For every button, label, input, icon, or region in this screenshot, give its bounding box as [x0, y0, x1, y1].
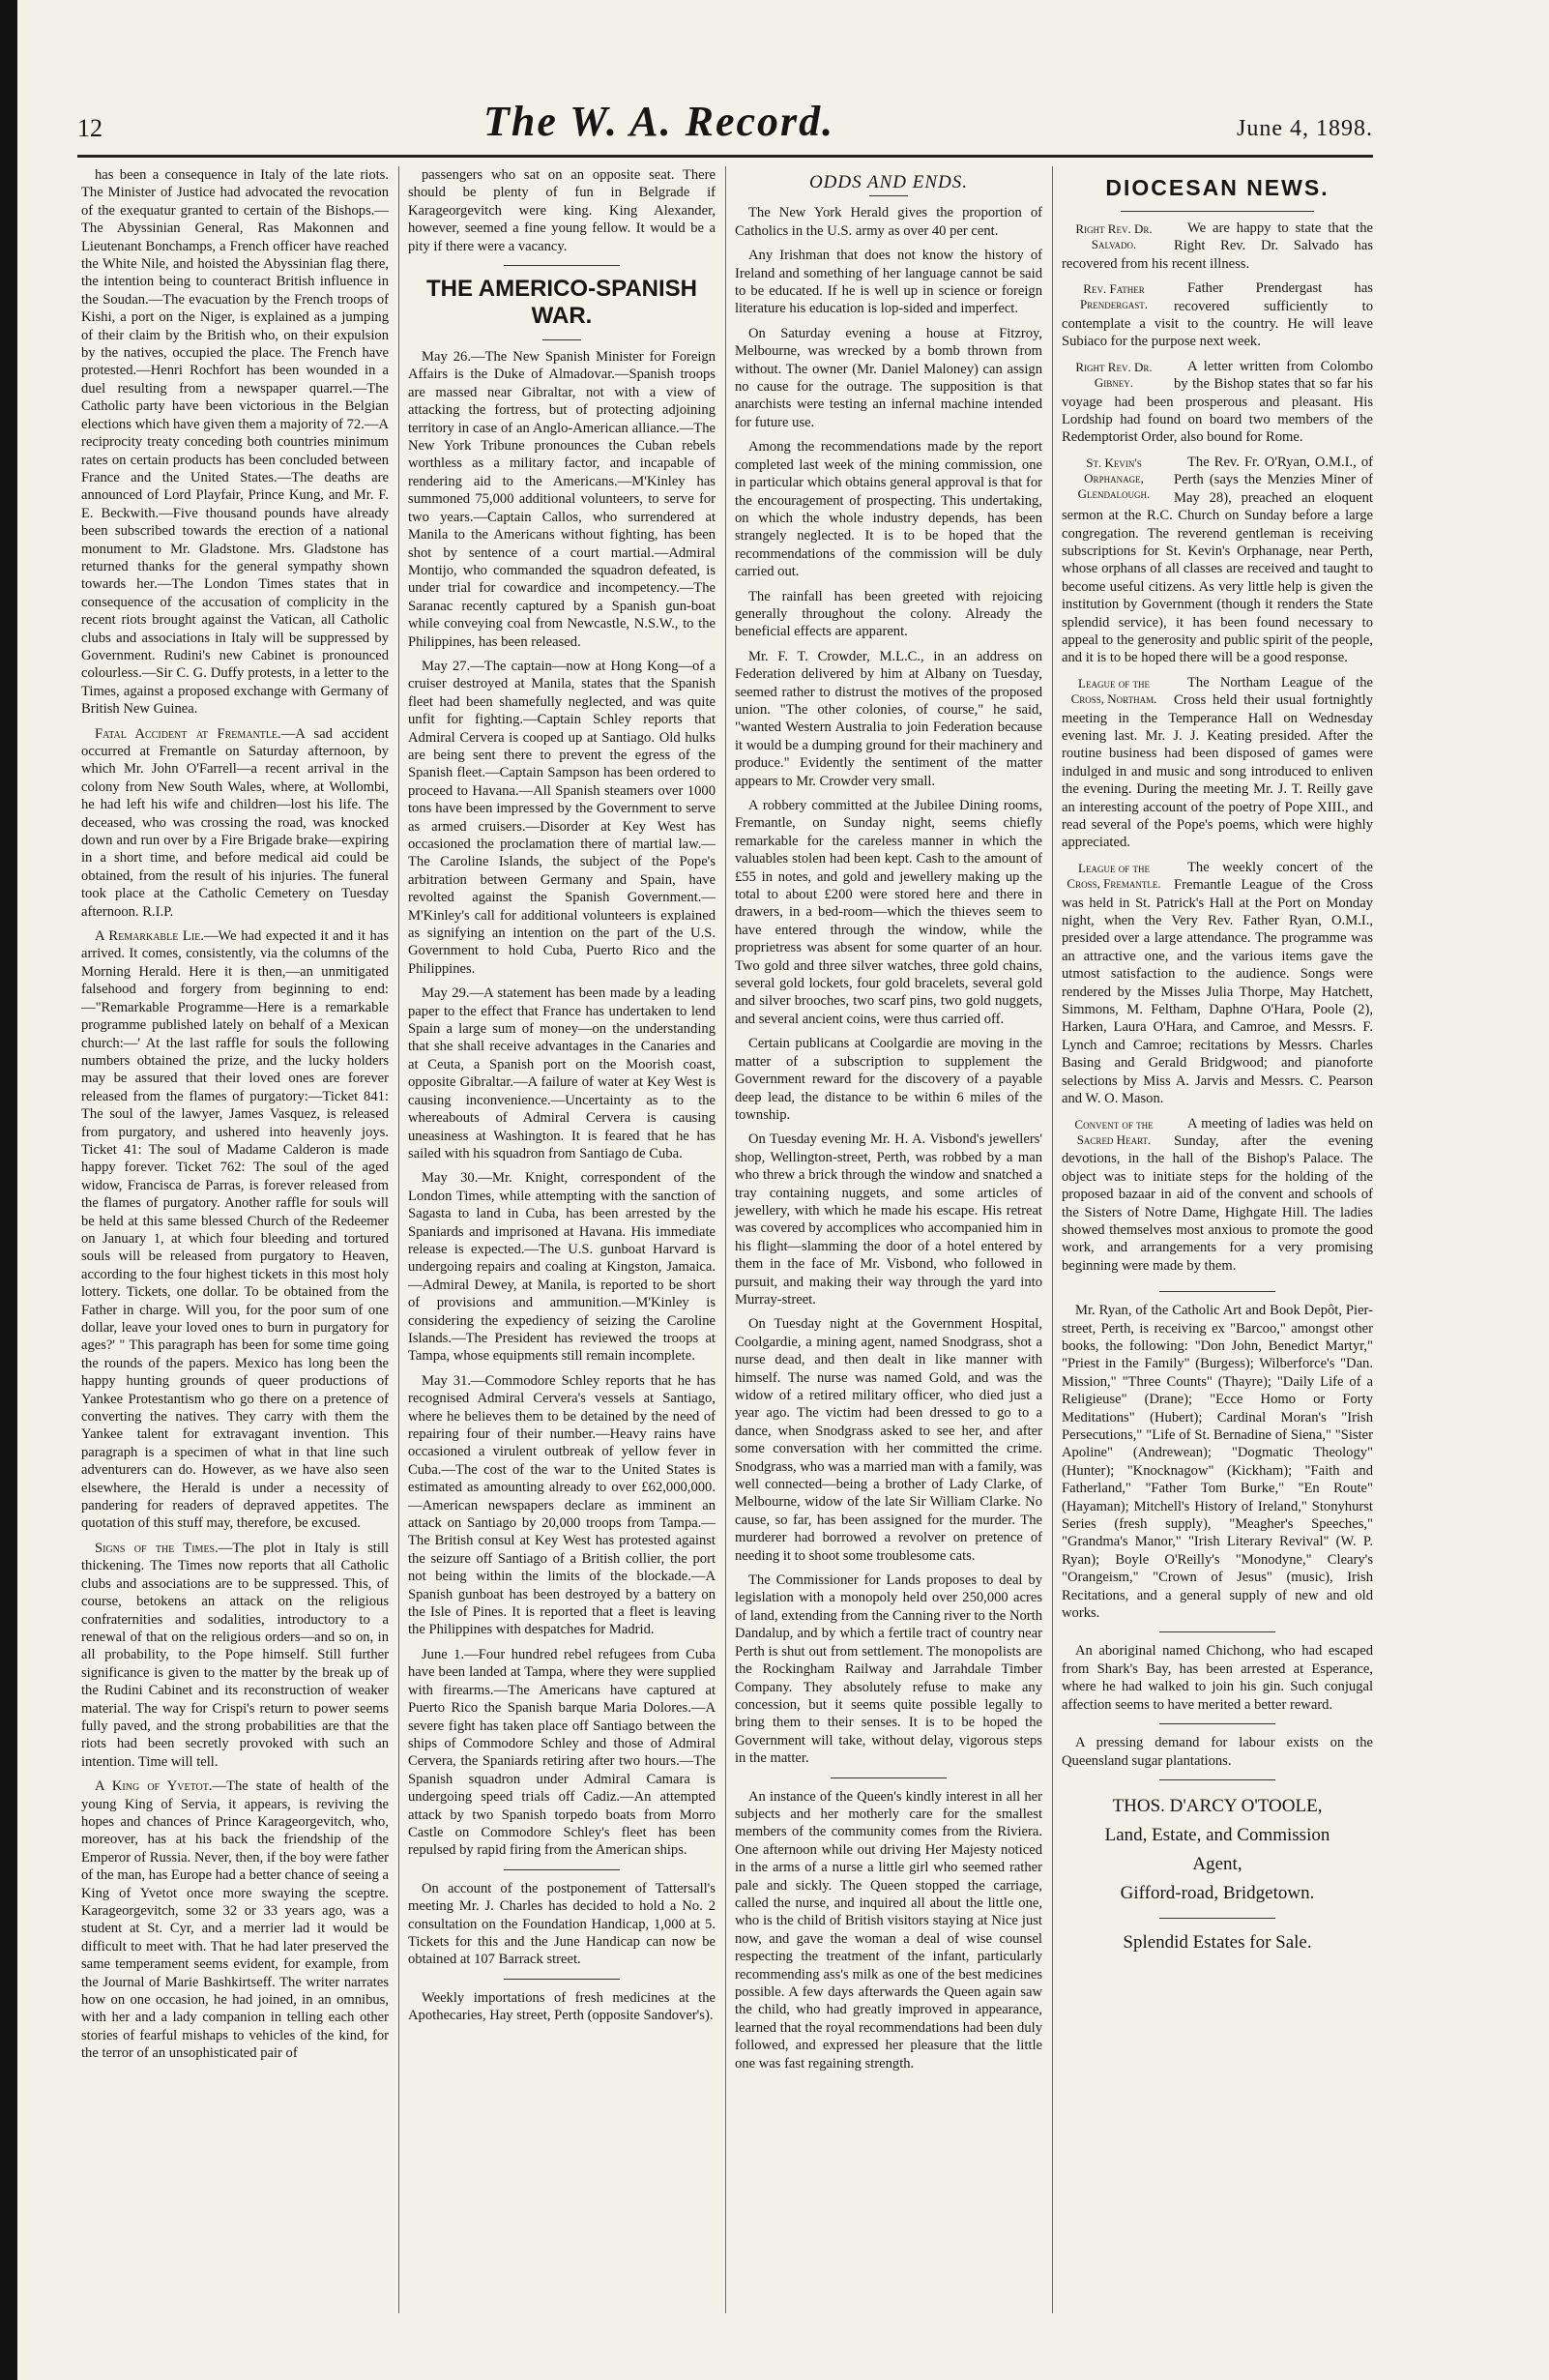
section-heading: DIOCESAN NEWS. [1105, 175, 1330, 200]
paragraph: May 26.—The New Spanish Minister for Foreign Affairs is the Duke of Almadovar.—Spanish troops are massed near Gibraltar, not with a view of attacking the fortress, but of protecting adjoining territory in case of an Anglo-American alliance.—The New York Tribune pronounces the Cuban rebels worthless as a military factor, and incapable of rendering aid to the Americans.—M'Kinley has summoned 75,000 additional volunteers, to serve for two years.—Captain Callos, who surrendered at Manila to the Americans without fighting, has been shot by sentence of a court martial.—Admiral Montijo, who commanded the squadron defeated, is under trial for cowardice and incompetency.—The Saranac recently captured by a Spanish gun-boat while conveying coal from Newcastle, N.S.W., to the Philippines, has been released. [408, 349, 716, 650]
paragraph-body: —A sad accident occurred at Fremantle on Saturday afternoon, by which Mr. John O'Farrell—a recent arrival in the colony from New South Wales, where, at Wollombi, he had left his wife and children—lost his life. The deceased, who was crossing the road, was knocked down and run over by a Fire Brigade brake—expiring in a short time, and before medical aid could be obtained, from the result of his injuries. The funeral took place at the Catholic Cemetery on Tuesday afternoon. R.I.P. [81, 725, 389, 920]
news-item-body: The Northam League of the Cross held their usual fortnightly meeting in the Temperance Hall on Wednesday evening last. Mr. J. J. Keating presided. After the routine business had been disposed of games were indulged in and music and song introduced to enliven the evening. During the meeting Mr. J. T. Reilly gave an interesting account of the poetry of Pope XIII., and read several of the Pope's poems, which were highly appreciated. [1062, 674, 1373, 851]
paragraph: On account of the postponement of Tattersall's meeting Mr. J. Charles has decided to hold a No. 2 consultation on the Foundation Handicap, 1,000 at 5. Tickets for this and the June Handicap can now be obtained at 107 Barrack street. [408, 1880, 716, 1968]
paragraph [81, 725, 389, 921]
separator-rule [1159, 1291, 1275, 1292]
column-2 [408, 166, 716, 2032]
header-rule [77, 155, 1373, 158]
paragraph: May 29.—A statement has been made by a leading paper to the effect that France has undertaken to lend Spain a large sum of money—on the understanding that she shall receive advantages in the Canaries and at Ceuta, a Spanish port on the Moorish coast, opposite Gibraltar.—A failure of water at Key West is causing inconvenience.—Uncertainty as to the whereabouts of Admiral Cervera is causing uneasiness at Washington. It is feared that he has sailed with his squadron from Santiago de Cuba. [408, 985, 716, 1161]
advert-line: Agent, [1192, 1853, 1242, 1874]
paragraph: A robbery committed at the Jubilee Dining rooms, Fremantle, on Sunday night, seems chiefly remarkable for the careless manner in which the valuables stolen had been kept. Cash to the amount of £55 in notes, and gold and jewellery making up the total to about £200 were stored here and there in drawers, in a bed-room—which the thieves seem to have entered through the window, while the proprietress was absent for some quarter of an hour. Two gold and three silver watches, three gold chains, several gold lockets, four gold bracelets, several gold and silver brooches, two scarf pins, two gold nuggets, and several ancient coins, were thus carried off. [735, 798, 1042, 1027]
paragraph [81, 1778, 389, 2063]
paragraph-lead: Signs of the Times. [95, 1540, 219, 1556]
news-item-body: A letter written from Colombo by the Bishop states that so far his voyage had been prosperous and pleasant. His Lordship had found on board two members of the Redemptorist Order, also bound for Rome. [1062, 358, 1373, 446]
news-item [1062, 220, 1373, 273]
paragraph [81, 1540, 389, 1771]
paragraph: The Commissioner for Lands proposes to deal by legislation with a monopoly held over 250,000 acres of land, extending from the Canning river to the North Dandalup, and by which a fertile tract of country near Perth is shut out from settlement. The monopolists are the Rockingham Railway and Jarrahdale Timber Company. They absolutely refuse to make any concession, but it seems quite possible legally to bring them to their senses. It is to be hoped the Government will take, without delay, vigorous steps in the matter. [735, 1572, 1042, 1767]
news-item-body: The weekly concert of the Fremantle League of the Cross was held in St. Patrick's Hall at the Port on Monday night, when the Very Rev. Father Ryan, O.M.I., presided over a large attendance. The programme was an attractive one, and the various items gave the utmost satisfaction to the audience. Songs were rendered by the Misses Julia Thorpe, May Hatchett, Simmons, M. Feltham, Daphne O'Hara, Poole (2), Harken, Laura O'Hara, and Camroe, and Messrs. F. Lynch and Camroe; recitations by Messrs. Charles Basing and Gerald Bridgwood; and pianoforte selections by Miss A. Jarvis and Messrs. C. Pearson and W. O. Mason. [1062, 859, 1373, 1107]
news-item [1062, 674, 1373, 852]
news-item-body: Father Prendergast has recovered sufficiently to contemplate a visit to the country. He will leave Subiaco for the purpose next week. [1062, 280, 1373, 350]
separator-rule [1159, 1631, 1275, 1632]
paragraph: Mr. Ryan, of the Catholic Art and Book Depôt, Pier-street, Perth, is receiving ex "Barcoo," amongst other books, the following: "Don John, Benedict Martyr," "Priest in the Family" (Burgess); Wilberforce's "Dan. Mission," "Three Counts" (Thayre); "Daily Life of a Religieuse" (Drane); "Ecce Homo or Forty Meditations" (Hubert); Cardinal Moran's "Irish Persecutions," "Life of St. Bernadine of Siena," "Sister Apoline" (Andrewean); "Dogmatic Theology" (Hunter); "Knocknagow" (Kickham); "Faith and Fatherland," "Father Tom Burke," "En Route" (Hayaman); Mitchell's History of Ireland," Stonyhurst Series (fresh supply), "Meagher's Speeches," "Grandma's Manor," "Irish Literary Revival" (W. P. Ryan); Boyle O'Reilly's "Monodyne," Cleary's "Orangeism," "Crown of Jesus" (music), Irish Recitations, and a general supply of new and old works. [1062, 1303, 1373, 1622]
paragraph-lead: Fatal Accident at Fremantle. [95, 725, 281, 742]
heading-rule [869, 195, 908, 196]
paragraph: The rainfall has been greeted with rejoicing generally throughout the colony. Already the beneficial effects are apparent. [735, 588, 1042, 640]
side-heading: St. Kevin's Orphanage, Glendalough. [1077, 455, 1151, 501]
paragraph: Among the recommendations made by the report completed last week of the mining commission, one in particular which obtains general approval is that for the encouragement of prospecting. This undertaking, on which the whole industry depends, has been strangely neglected. It is to be hoped that the recommendations of the commission will be duly carried out. [735, 439, 1042, 580]
section-heading: THE AMERICO-SPANISH WAR. [425, 276, 697, 330]
news-item [1062, 454, 1373, 667]
news-item [1062, 279, 1373, 351]
separator-rule [1159, 1779, 1275, 1780]
news-item-body: The Rev. Fr. O'Ryan, O.M.I., of Perth (says the Menzies Miner of May 28), preached an eloquent sermon at the R.C. Church on Sunday before a large congregation. The reverend gentleman is receiving subscriptions for St. Kevin's Orphanage, near Perth, whose orphans of all classes are received and taught to become useful citizens. As very little help is given the institution by Government (though it renders the State splendid service), it has been found necessary to appeal to the generosity and public spirit of the people, and it is to be hoped there will be a good response. [1062, 454, 1373, 666]
advert-address: Gifford-road, Bridgetown. [1120, 1882, 1315, 1903]
side-heading: Right Rev. Dr. Gibney. [1075, 359, 1153, 390]
column-divider [398, 166, 399, 2313]
side-heading: Right Rev. Dr. Salvado. [1075, 221, 1153, 251]
paragraph: June 1.—Four hundred rebel refugees from Cuba have been landed at Tampa, where they were supplied with firearms.—The Americans have captured at Puerto Rico the Spanish barque Maria Dolores.—A severe fight has taken place off Santiago between the ships of Commodore Schley and those of Admiral Cervera, the Spaniards retiring after two hours.—The Spanish squadron under Admiral Camara is undergoing speed trials off Cadiz.—An attempted attack by two Spanish torpedo boats from Morro Castle on Commodore Schley's fleet has been repulsed by rapid firing from the American ships. [408, 1646, 716, 1859]
paragraph: An aboriginal named Chichong, who had escaped from Shark's Bay, has been arrested at Esperance, where he had walked to join his gin. Such conjugal affection seems to have merited a better reward. [1062, 1643, 1373, 1713]
column-1 [81, 166, 389, 2070]
separator-rule [504, 1979, 620, 1980]
masthead: The W. A. Record. [483, 98, 835, 145]
paragraph: May 27.—The captain—now at Hong Kong—of a cruiser destroyed at Manila, states that the Spanish fleet had been shamefully neglected, and was quite unfit for fighting.—Captain Schley reports that Admiral Cervera is cooped up at Santiago. Old hulks are being sent there to prevent the egress of the Spanish fleet.—Captain Sampson has been ordered to proceed to Havana.—All Spanish steamers over 1000 tons have been impressed by the Government to serve as armed cruisers.—Disorder at Key West has occasioned the proclamation there of martial law.—The Caroline Islands, the subject of the Pope's arbitration between Germany and Spain, have revolted against the Spanish Government.—M'Kinley's call for additional volunteers is explained as signifying an intention on the part of the U.S. Government to hold Cuba, Puerto Rico and the Philippines. [408, 658, 716, 977]
binding-edge [0, 0, 17, 2380]
advert-line: Land, Estate, and Commission [1104, 1824, 1330, 1845]
paragraph: May 31.—Commodore Schley reports that he has recognised Admiral Cervera's vessels at Santiago, where he believes them to be detained by the need of repairing four of their number.—Heavy rains have occasioned a virulent outbreak of yellow fever in Cuba.—The cost of the war to the United States is estimated as amounting already to over £62,000,000.—American newspapers declare as imminent an attack on Santiago by 20,000 troops from Tampa.—The British consul at Key West has protested against the seizure off Santiago of a British collier, the port not being within the limits of the blockade.—A Spanish gunboat has been destroyed by a battery on the Isle of Pines. It is reported that a fleet is leaving the Philippines with despatches for Madrid. [408, 1372, 716, 1638]
side-heading: Convent of the Sacred Heart. [1074, 1116, 1154, 1147]
paragraph [81, 927, 389, 1533]
paragraph: The New York Herald gives the proportion of Catholics in the U.S. army as over 40 per cent. [735, 205, 1042, 239]
paragraph: Certain publicans at Coolgardie are moving in the matter of a subscription to supplement the Government reward for the discovery of a payable deep lead, the distance to be within 6 miles of the township. [735, 1036, 1042, 1123]
column-4 [1062, 166, 1373, 1957]
paragraph: A pressing demand for labour exists on the Queensland sugar plantations. [1062, 1735, 1373, 1769]
advert-tagline: Splendid Estates for Sale. [1123, 1931, 1312, 1953]
news-item [1062, 358, 1373, 447]
news-item [1062, 859, 1373, 1108]
separator-rule [1159, 1918, 1275, 1919]
news-item-body: We are happy to state that the Right Rev. Dr. Salvado has recovered from his recent illness. [1062, 220, 1373, 272]
advertisement [1062, 1792, 1373, 1957]
side-heading: League of the Cross, Northam. [1070, 675, 1157, 706]
advert-name: THOS. D'ARCY O'TOOLE, [1112, 1795, 1323, 1816]
paragraph: Any Irishman that does not know the history of Ireland and something of her language cannot be said to be educated. If he is well up in science or foreign literature his education is lop-sided and imperfect. [735, 248, 1042, 317]
page-number: 12 [77, 114, 102, 142]
separator-rule [504, 265, 620, 266]
paragraph: Weekly importations of fresh medicines at the Apothecaries, Hay street, Perth (opposite Sandover's). [408, 1989, 716, 2024]
paragraph: Mr. F. T. Crowder, M.L.C., in an address on Federation delivered by him at Albany on Tuesday, seemed rather to distrust the motives of the proposed union. "The other colonies, of course," he said, "wanted Western Australia to join Federation because it would be a dumping ground for their machinery and produce." Evidently the sentiment of the matter appears to Mr. Crowder very small. [735, 648, 1042, 789]
paragraph-body: —We had expected it and it has arrived. It comes, consistently, via the columns of the Morning Herald. Here it is then,—an unmitigated falsehood and forgery from beginning to end:—"Remarkable Programme—Here is a remarkable programme published lately on behalf of a Mexican church:—' At the last raffle for souls the following numbers obtained the prize, and the lucky holders may be assured that their loved ones are forever released from the flames of purgatory:—Ticket 841: The soul of the lawyer, James Vasquez, is released from purgatory, and ushered into heavenly joys. Ticket 41: The soul of Madame Calderon is made happy forever. Ticket 762: The soul of the aged widow, Francisca de Parras, is forever released from the flames of purgatory. Another raffle for souls will be held at this same blessed Church of the Redeemer on January 1, at which four bleeding and tortured souls will be released from purgatory to Heaven, according to the four highest tickets in this most holy lottery. Tickets, one dollar. To be obtained from the Father in charge. Will you, for the poor sum of one dollar, leave your loved ones to burn in purgatory for ages?' " This paragraph has been for some time going the rounds of the papers. Mexico has long been the happy hunting grounds of queer productions of Yankee Protestantism who go there on a pretence of converting the natives. They carry with them the Yankee talent for extravagant invention. This paragraph is a specimen of what in that line such adventurers can do. However, as we have also seen elsewhere, the Herald is under a necessity of pandering for readers of depraved appetites. The quotation of this stuff may, therefore, be excused. [81, 928, 389, 1532]
separator-rule [504, 1869, 620, 1870]
news-item-body: A meeting of ladies was held on Sunday, after the evening devotions, in the hall of the Bishop's Palace. The object was to initiate steps for the holding of the proposed bazaar in aid of the convent and schools of the Sisters of Notre Dame, Highgate Hill. The ladies showed themselves most anxious to promote the good work, and arrangements for a very promising beginning were made by them. [1062, 1115, 1373, 1274]
column-3 [735, 166, 1042, 2079]
paragraph: On Tuesday night at the Government Hospital, Coolgardie, a mining agent, named Snodgrass, shot a nurse dead, and then dealt in like manner with himself. The nurse was named Gold, and was the widow of a retired military officer, who died just a year ago. The victim had been dressed to go to a dance, when Snodgrass asked to see her, and after some conversation with her committed the crime. Snodgrass, who was a married man with a family, was well connected—being a brother of Lady Clarke, of Melbourne, widow of the late Sir William Clarke. No cause, so far, has been assigned for the murder. The murderer had borrowed a revolver on pretence of needing it to shoot some troublesome cats. [735, 1316, 1042, 1564]
separator-rule [1159, 1723, 1275, 1724]
issue-date: June 4, 1898. [1237, 116, 1373, 141]
paragraph: passengers who sat on an opposite seat. There should be plenty of fun in Belgrade if Karageorgevitch were king. King Alexander, however, seemed a fine young fellow. It would be a pity if there were a vacancy. [408, 167, 716, 254]
section-heading: ODDS AND ENDS. [808, 172, 969, 192]
page-header [77, 97, 1373, 155]
paragraph: On Tuesday evening Mr. H. A. Visbond's jewellers' shop, Wellington-street, Perth, was robbed by a man who threw a brick through the window and snatched a tray containing nuggets, and some articles of jewellery, with which he made his escape. His retreat was covered by accomplices who accompanied him in his flight—slamming the door of a hotel entered by them in the face of Mr. Visbond, who followed in pursuit, and making their way through the yard into Murray-street. [735, 1131, 1042, 1308]
column-divider [1052, 166, 1053, 2313]
side-heading: League of the Cross, Fremantle. [1067, 860, 1161, 891]
news-item [1062, 1115, 1373, 1276]
paragraph: An instance of the Queen's kindly interest in all her subjects and her motherly care for the smallest members of the community comes from the Riviera. One afternoon while out driving Her Majesty noticed in the arms of a nurse a little girl who seemed rather pale and sickly. The Queen stopped the carriage, called the nurse, and inquired all about the little one, who is the child of British visitors staying at Nice just now, and gave the woman a deal of wise counsel respecting the treatment of the infant, particularly recommending ass's milk as one of the best medicines possible. A few days afterwards the Queen again saw the child, who had greatly improved in appearance, learned that the royal recommendations had been duly followed, and expressed her pleasure that the little one was fast regaining strength. [735, 1788, 1042, 2071]
paragraph-body: —The state of health of the young King of Servia, it appears, is reviving the hopes and chances of Prince Karageorgevitch, who, moreover, has at his back the friendship of the Emperor of Russia. Never, then, if the boy were father of the man, has Europe had a better chance of seeing a King of Yvetot once more swaying the sceptre. Karageorgevitch, some 32 or 33 years ago, was a student at St. Cyr, and a merrier lad it would be difficult to meet with. That he had later preserved the same temperament seems evident, for example, from the Journal of Marie Bashkirtseff. The writer narrates how on one occasion, he had joined, in an omnibus, with her and a lady companion in telling each other stories of fearful mishaps to vehicles of the kind, for the terror of an unsophisticated pair of [81, 1778, 389, 2062]
column-divider [725, 166, 726, 2313]
paragraph: has been a consequence in Italy of the late riots. The Minister of Justice had advocated the revocation of the exequatur granted to certain of the Bishops.—The Abyssinian General, Ras Makonnen and Lieutenant Bonchamps, a French officer have reached the White Nile, and hoisted the Abyssinian flag there, the intention being to counteract British influence in the Soudan.—The evacuation by the French troops of Kishi, a port on the Niger, is explained as a jumping of their claim by the British who, on their expulsion by the natives, occupied the place. The French have protested.—Henri Rochfort has been wounded in a duel resulting from a newspaper quarrel.—The Catholic party have been victorious in the Belgian elections which have given them a majority of 72.—A reciprocity treaty conceding both countries minimum rates on certain products has been concluded between France and the United States.—The deaths are announced of Lord Playfair, Prince Kung, and Mr. F. E. Beckwith.—Five thousand pounds have already been subscribed towards the erection of a national monument to Mr. Gladstone. Mrs. Gladstone has returned thanks for the general sympathy shown towards her.—The London Times states that in consequence of the accusation of complicity in the recent riots brought against the Vatican, all Catholic clubs and associations in Italy will be suppressed by Government. Rudini's new Cabinet is pronounced colourless.—Sir C. G. Duffy protests, in a letter to the Times, against a proposed exchange with Germany of British New Guinea. [81, 167, 389, 718]
paragraph-lead: A King of Yvetot. [95, 1778, 213, 1795]
side-heading: Rev. Father Prendergast. [1080, 281, 1148, 312]
paragraph-body: —The plot in Italy is still thickening. The Times now reports that all Catholic clubs and associations are to be suppressed. This, of course, betokens an attack on the religious confraternities and sodalities, introductory to a renewal of that on the religious orders—and so on, in all probability, to the Pope himself. Still further significance is given to the matter by the break up of the Rudini Cabinet and its reconstruction of weaker material. The way for Crispi's return to power seems fully paved, and the strong probabilities are that the riots had been secretly provoked with such an intention. Time will tell. [81, 1540, 389, 1770]
heading-rule [542, 339, 581, 340]
paragraph: On Saturday evening a house at Fitzroy, Melbourne, was wrecked by a bomb thrown from without. The owner (Mr. Daniel Maloney) can assign no cause for the outrage. The supposition is that anarchists were testing an infernal machine intended for future use. [735, 325, 1042, 430]
paragraph: May 30.—Mr. Knight, correspondent of the London Times, while attempting with the sanction of Sagasta to land in Cuba, has been arrested by the Spaniards and imprisoned at Havana. His immediate release is expected.—The U.S. gunboat Harvard is undergoing repairs and coaling at Kingston, Jamaica.—Admiral Dewey, at Manila, is reported to be short of provisions and ammunition.—M'Kinley is considering the expediency of seizing the Caroline Islands.—The President has reviewed the troops at Tampa, whose equipments still remain incomplete. [408, 1170, 716, 1365]
paragraph-lead: A Remarkable Lie. [95, 928, 204, 945]
heading-rule [1121, 211, 1314, 212]
